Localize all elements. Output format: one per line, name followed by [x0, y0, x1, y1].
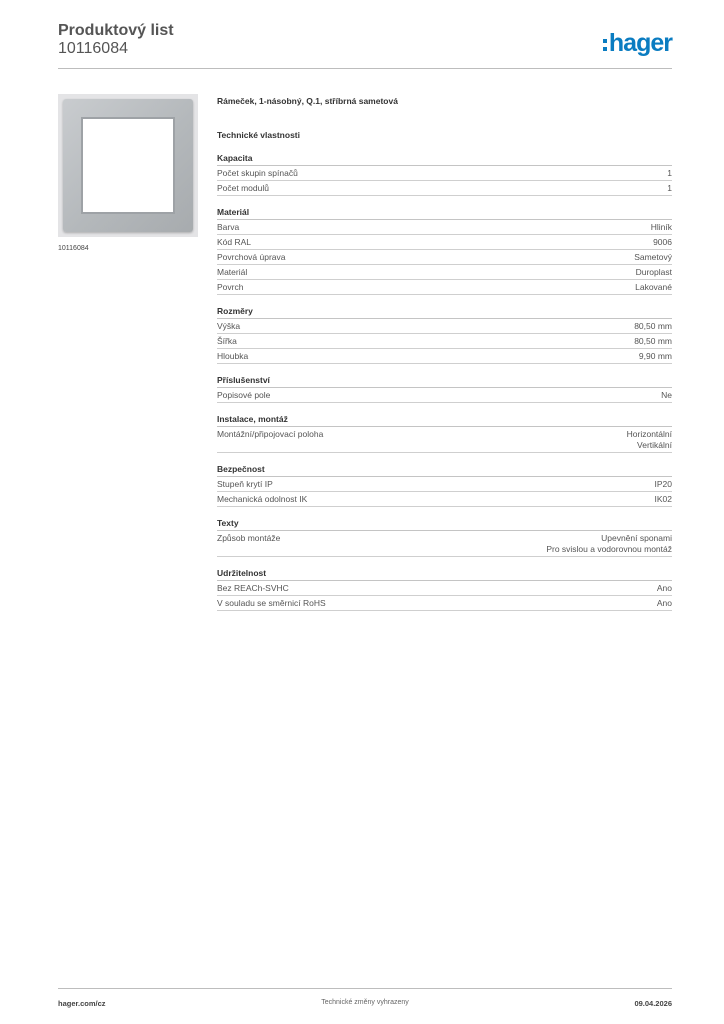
spec-label: Hloubka	[217, 350, 249, 361]
spec-label: Bez REACh-SVHC	[217, 582, 289, 593]
section-title: Instalace, montáž	[217, 413, 672, 427]
spec-row	[217, 596, 672, 611]
spec-section	[217, 152, 672, 196]
spec-value-line: Horizontální	[626, 428, 672, 439]
spec-value	[651, 222, 672, 233]
footer-date: 09.04.2026	[634, 999, 672, 1008]
spec-label: Způsob montáže	[217, 532, 281, 543]
section-title: Bezpečnost	[217, 463, 672, 477]
spec-value-line: 9006	[653, 236, 672, 247]
spec-value-line: Ano	[656, 582, 672, 593]
spec-value-line: Ano	[656, 597, 672, 608]
spec-label: Stupeň krytí IP	[217, 478, 273, 489]
spec-value-line: Duroplast	[635, 266, 672, 277]
spec-value	[634, 252, 672, 263]
spec-row	[217, 220, 672, 235]
section-title: Udržitelnost	[217, 567, 672, 581]
section-title: Materiál	[217, 206, 672, 220]
spec-value-line: Hliník	[650, 221, 672, 232]
document-number: 10116084	[58, 40, 128, 57]
hager-logo	[603, 30, 672, 56]
logo-text: hager	[608, 29, 672, 57]
spec-row	[217, 250, 672, 265]
footer-disclaimer: Technické změny vyhrazeny	[321, 999, 409, 1006]
spec-value	[667, 183, 672, 194]
frame-opening	[81, 117, 175, 214]
spec-label: Montážní/připojovací poloha	[217, 428, 324, 439]
spec-value-line: Ne	[661, 389, 672, 400]
spec-section	[217, 517, 672, 557]
spec-label: Povrch	[217, 281, 244, 292]
spec-value-line: Lakované	[635, 281, 672, 292]
spec-row	[217, 334, 672, 349]
spec-value-line: Upevnění sponami	[601, 532, 672, 543]
spec-row	[217, 166, 672, 181]
product-name: Rámeček, 1-násobný, Q.1, stříbrná sametová	[217, 96, 398, 106]
spec-value-line: 80,50 mm	[634, 320, 672, 331]
spec-label: Barva	[217, 221, 240, 232]
tech-properties-title: Technické vlastnosti	[217, 130, 300, 140]
spec-section	[217, 413, 672, 453]
spec-value-line: 9,90 mm	[638, 350, 672, 361]
spec-value	[635, 282, 672, 293]
spec-label: V souladu se směrnicí RoHS	[217, 597, 326, 608]
section-title: Kapacita	[217, 152, 672, 166]
spec-value-line: Sametový	[634, 251, 672, 262]
spec-value-line: 80,50 mm	[634, 335, 672, 346]
spec-row	[217, 319, 672, 334]
spec-row	[217, 181, 672, 196]
spec-label: Popisové pole	[217, 389, 271, 400]
spec-row	[217, 581, 672, 596]
spec-label: Kód RAL	[217, 236, 252, 247]
spec-value-line: Vertikální	[637, 439, 672, 450]
page-header	[58, 22, 672, 68]
spec-label: Šířka	[217, 335, 237, 346]
spec-sections	[217, 152, 672, 611]
spec-label: Výška	[217, 320, 241, 331]
spec-section	[217, 374, 672, 403]
spec-row	[217, 531, 672, 557]
spec-row	[217, 265, 672, 280]
spec-label: Počet skupin spínačů	[217, 167, 298, 178]
logo-dots-icon	[603, 39, 607, 51]
spec-row	[217, 492, 672, 507]
spec-value	[667, 168, 672, 179]
frame-outer	[63, 99, 193, 232]
spec-row	[217, 235, 672, 250]
image-caption: 10116084	[58, 245, 89, 252]
spec-row	[217, 349, 672, 364]
spec-value-line: IK02	[654, 493, 672, 504]
spec-value-line: Pro svislou a vodorovnou montáž	[546, 543, 672, 554]
section-title: Texty	[217, 517, 672, 531]
product-image	[58, 94, 198, 237]
spec-value	[636, 267, 672, 278]
spec-label: Materiál	[217, 266, 248, 277]
spec-value-line: IP20	[654, 478, 672, 489]
spec-value	[634, 321, 672, 332]
footer-website[interactable]: hager.com/cz	[58, 999, 106, 1008]
spec-row	[217, 427, 672, 453]
document-title: Produktový list	[58, 22, 174, 39]
spec-value	[653, 237, 672, 248]
spec-value	[546, 533, 672, 555]
spec-value-line: 1	[667, 182, 672, 193]
spec-label: Počet modulů	[217, 182, 269, 193]
spec-section	[217, 305, 672, 364]
spec-value	[655, 479, 673, 490]
header-divider	[58, 68, 672, 69]
spec-value	[655, 494, 673, 505]
spec-section	[217, 567, 672, 611]
spec-section	[217, 463, 672, 507]
section-title: Příslušenství	[217, 374, 672, 388]
spec-value	[639, 351, 672, 362]
spec-section	[217, 206, 672, 295]
spec-value	[657, 583, 672, 594]
spec-row	[217, 388, 672, 403]
spec-row	[217, 280, 672, 295]
spec-value	[627, 429, 672, 451]
spec-value	[634, 336, 672, 347]
spec-content	[217, 94, 672, 611]
spec-label: Mechanická odolnost IK	[217, 493, 308, 504]
page-footer	[58, 988, 672, 1013]
spec-row	[217, 477, 672, 492]
spec-value	[661, 390, 672, 401]
spec-label: Povrchová úprava	[217, 251, 286, 262]
section-title: Rozměry	[217, 305, 672, 319]
spec-value	[657, 598, 672, 609]
spec-value-line: 1	[667, 167, 672, 178]
